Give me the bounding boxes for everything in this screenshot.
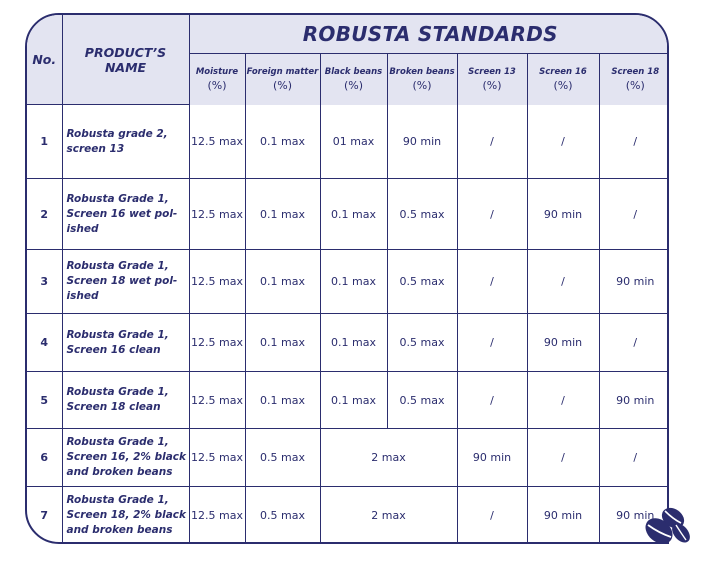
table-row xyxy=(27,487,669,545)
coffee-beans-icon xyxy=(643,505,691,547)
header-foreign-matter: Foreign matter (%) xyxy=(245,54,320,105)
row-number: 7 xyxy=(27,487,62,545)
broken-beans-value: 90 min xyxy=(387,105,457,179)
screen-16-value: / xyxy=(527,105,599,179)
screen-18-value: / xyxy=(599,179,669,250)
black-beans-value: 0.1 max xyxy=(320,179,387,250)
screen-18-value: / xyxy=(599,429,669,487)
screen-16-value: / xyxy=(527,372,599,429)
product-name: Robusta Grade 1, Screen 18, 2% black and broken beans xyxy=(62,487,189,545)
table-row xyxy=(27,105,669,179)
moisture-value: 12.5 max xyxy=(189,487,245,545)
moisture-value: 12.5 max xyxy=(189,105,245,179)
header-screen-18: Screen 18 (%) xyxy=(599,54,669,105)
header-screen-16: Screen 16 (%) xyxy=(527,54,599,105)
broken-beans-value: 0.5 max xyxy=(387,179,457,250)
screen-18-value: 90 min xyxy=(599,487,669,545)
row-number: 5 xyxy=(27,372,62,429)
screen-16-value: 90 min xyxy=(527,179,599,250)
row-number: 4 xyxy=(27,314,62,372)
black-beans-value: 0.1 max xyxy=(320,250,387,314)
table-title: ROBUSTA STANDARDS xyxy=(189,15,669,54)
moisture-value: 12.5 max xyxy=(189,179,245,250)
screen-13-value: / xyxy=(457,250,527,314)
table-row xyxy=(27,179,669,250)
screen-16-value: / xyxy=(527,250,599,314)
screen-13-value: 90 min xyxy=(457,429,527,487)
foreign-matter-value: 0.5 max xyxy=(245,429,320,487)
foreign-matter-value: 0.1 max xyxy=(245,179,320,250)
header-black-beans: Black beans (%) xyxy=(320,54,387,105)
screen-18-value: / xyxy=(599,105,669,179)
broken-beans-value: 0.5 max xyxy=(387,372,457,429)
foreign-matter-value: 0.1 max xyxy=(245,250,320,314)
foreign-matter-value: 0.1 max xyxy=(245,105,320,179)
table-row xyxy=(27,250,669,314)
product-name: Robusta Grade 1, Screen 16 wet pol-ished xyxy=(62,179,189,250)
foreign-matter-value: 0.1 max xyxy=(245,372,320,429)
black-beans-value: 0.1 max xyxy=(320,314,387,372)
moisture-value: 12.5 max xyxy=(189,429,245,487)
moisture-value: 12.5 max xyxy=(189,250,245,314)
product-name: Robusta Grade 1, Screen 16, 2% black and broken beans xyxy=(62,429,189,487)
header-product-name: PRODUCT’S NAME xyxy=(62,15,189,105)
broken-beans-value: 0.5 max xyxy=(387,314,457,372)
screen-18-value: 90 min xyxy=(599,250,669,314)
black-broken-beans-value: 2 max xyxy=(320,429,457,487)
screen-13-value: / xyxy=(457,105,527,179)
header-no: No. xyxy=(27,15,62,105)
screen-13-value: / xyxy=(457,314,527,372)
row-number: 1 xyxy=(27,105,62,179)
screen-18-value: 90 min xyxy=(599,372,669,429)
moisture-value: 12.5 max xyxy=(189,372,245,429)
moisture-value: 12.5 max xyxy=(189,314,245,372)
foreign-matter-value: 0.1 max xyxy=(245,314,320,372)
black-beans-value: 0.1 max xyxy=(320,372,387,429)
screen-13-value: / xyxy=(457,487,527,545)
foreign-matter-value: 0.5 max xyxy=(245,487,320,545)
header-screen-13: Screen 13 (%) xyxy=(457,54,527,105)
table-row xyxy=(27,429,669,487)
black-beans-value: 01 max xyxy=(320,105,387,179)
table-row xyxy=(27,372,669,429)
product-name: Robusta Grade 1, Screen 16 clean xyxy=(62,314,189,372)
screen-18-value: / xyxy=(599,314,669,372)
screen-13-value: / xyxy=(457,179,527,250)
header-moisture: Moisture (%) xyxy=(189,54,245,105)
broken-beans-value: 0.5 max xyxy=(387,250,457,314)
header-broken-beans: Broken beans (%) xyxy=(387,54,457,105)
black-broken-beans-value: 2 max xyxy=(320,487,457,545)
screen-16-value: / xyxy=(527,429,599,487)
screen-16-value: 90 min xyxy=(527,314,599,372)
product-name: Robusta grade 2, screen 13 xyxy=(62,105,189,179)
product-name: Robusta Grade 1, Screen 18 clean xyxy=(62,372,189,429)
product-name: Robusta Grade 1, Screen 18 wet pol-ished xyxy=(62,250,189,314)
row-number: 2 xyxy=(27,179,62,250)
robusta-standards-table xyxy=(25,13,669,544)
screen-13-value: / xyxy=(457,372,527,429)
table-row xyxy=(27,314,669,372)
row-number: 3 xyxy=(27,250,62,314)
row-number: 6 xyxy=(27,429,62,487)
screen-16-value: 90 min xyxy=(527,487,599,545)
